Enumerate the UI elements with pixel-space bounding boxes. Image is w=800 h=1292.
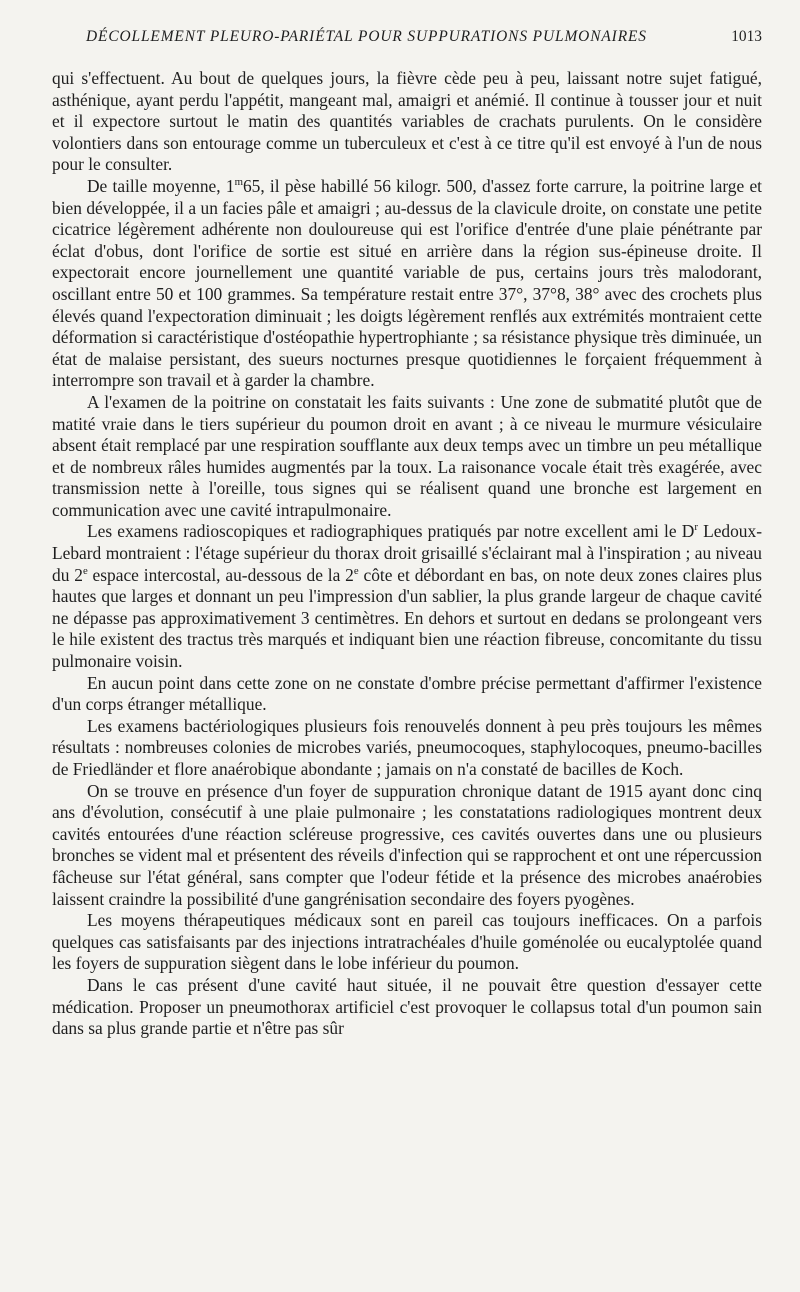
paragraph: Dans le cas présent d'une cavité haut située, il ne pouvait être question d'essayer cette médication. Proposer un pneumothorax artificiel c'est provoquer le collapsus total d'un poumon sain dans sa plus grande partie et n'être pas sûr: [52, 974, 762, 1039]
paragraph: A l'examen de la poitrine on constatait les faits suivants : Une zone de submatité plutôt que de matité vraie dans le tiers supérieur du poumon droit en avant ; à ce niveau le murmure vésiculaire absent était remplacé par une respiration soufflante aux deux temps avec un timbre un peu métallique et de nombreux râles humides augmentés par la toux. La raisonance vocale était très exagérée, avec transmission nette à l'oreille, tous signes qui se réalisent quand une bronche est largement en communication avec une cavité intrapulmonaire.: [52, 391, 762, 520]
paragraph: En aucun point dans cette zone on ne constate d'ombre précise permettant d'affirmer l'existence d'un corps étranger métallique.: [52, 672, 762, 715]
running-head: [86, 28, 762, 58]
running-title: DÉCOLLEMENT PLEURO-PARIÉTAL POUR SUPPURATIONS PULMONAIRES: [86, 28, 647, 45]
paragraph: qui s'effectuent. Au bout de quelques jours, la fièvre cède peu à peu, laissant notre sujet fatigué, asthénique, ayant perdu l'appétit, mangeant mal, amaigri et anémié. Il continue à tousser jour et nuit et il expectore surtout le matin des quantités variables de crachats purulents. On le considère volontiers dans son entourage comme un tuberculeux et c'est à ce titre qu'il est envoyé à l'un de nous pour le consulter.: [52, 68, 762, 175]
paragraph: On se trouve en présence d'un foyer de suppuration chronique datant de 1915 ayant donc cinq ans d'évolution, consécutif à une plaie pulmonaire ; les constatations radiologiques montrent deux cavités entourées d'une réaction scléreuse progressive, ces cavités ouvertes dans une ou plusieurs bronches se vident mal et présentent des réveils d'infection qui se rapprochent et ont une répercussion fâcheuse sur l'état général, sans compter que l'odeur fétide et la présence des microbes anaérobies laissent craindre la possibilité d'une gangrénisation secondaire des foyers pyogènes.: [52, 780, 762, 909]
paragraph: Les examens radioscopiques et radiographiques pratiqués par notre excellent ami le $D^r$ Ledoux-Lebard montraient : l'étage supérieur du thorax droit grisaillé s'éclairant mal à l'inspiration ; au niveau du 2e espace intercostal, au-dessous de la 2e côte et débordant en bas, on note deux zones claires plus hautes que larges et donnant un peu l'impression d'un sablier, la plus grande largeur de chaque cavité ne dépasse pas approximativement 3 centimètres. En dehors et surtout en dedans se prolongeant vers le hile existent des tractus très marqués et indiquant bien une réaction fibreuse, concomitante du tissu pulmonaire voisin.: [52, 521, 763, 672]
paragraph: Les examens bactériologiques plusieurs fois renouvelés donnent à peu près toujours les mêmes résultats : nombreuses colonies de microbes variés, pneumocoques, staphylocoques, pneumo-bacilles de Friedländer et flore anaérobique abondante ; jamais on n'a constaté de bacilles de Koch.: [52, 715, 762, 779]
paragraph: De taille moyenne, 1$^m$65, il pèse habillé 56 kilogr. 500, d'assez forte carrure, la poitrine large et bien développée, il a un facies pâle et amaigri ; au-dessus de la clavicule droite, on constate une petite cicatrice légèrement adhérente non douloureuse qui est l'orifice d'entrée d'une plaie pénétrante par éclat d'obus, dont l'orifice de sortie est situé en arrière dans la région sus-épineuse droite. Il expectorait encore journellement une quantité variable de pus, certains jours très malodorant, oscillant entre 50 et 100 grammes. Sa température restait entre 37°, 37°8, 38° avec des crochets plus élevés quand l'expectoration diminuait ; les doigts légèrement renflés aux extrémités montraient cette déformation si caractéristique d'ostéopathie hypertrophiante ; sa résistance physique très diminuée, un état de malaise persistant, des sueurs nocturnes presque quotidiennes le forçaient fréquemment à interrompre son travail et à garder la chambre.: [52, 175, 763, 391]
page-number: 1013: [731, 28, 762, 45]
body-text: [52, 68, 762, 1040]
paragraph: Les moyens thérapeutiques médicaux sont en pareil cas toujours inefficaces. On a parfois quelques cas satisfaisants par des injections intratrachéales d'huile goménolée ou eucalyptolée quand les foyers de suppuration siègent dans le lobe inférieur du poumon.: [52, 910, 762, 974]
